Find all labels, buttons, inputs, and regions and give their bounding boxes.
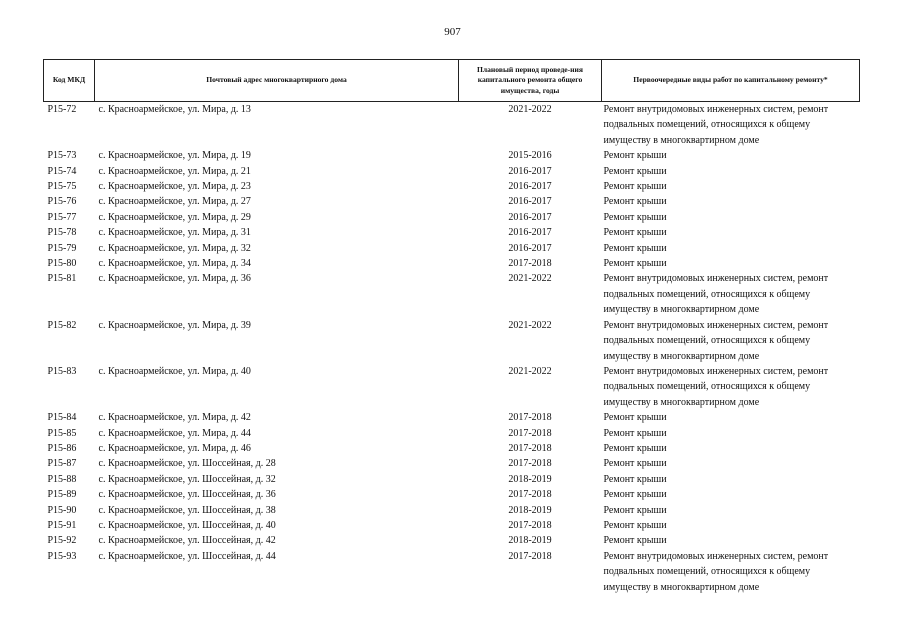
cell-address: с. Красноармейское, ул. Мира, д. 21 <box>98 165 251 177</box>
cell-works: Ремонт внутридомовых инженерных систем, ремонт подвальных помещений, относящихся к общему имуществу в многоквартирном доме <box>603 365 829 408</box>
cell-code: P15-90 <box>47 504 77 516</box>
cell-works: Ремонт крыши <box>603 211 667 223</box>
cell-period: 2017-2018 <box>508 427 552 439</box>
cell-address: с. Красноармейское, ул. Мира, д. 23 <box>98 181 251 193</box>
cell-period: 2017-2018 <box>508 489 552 501</box>
cell-works: Ремонт крыши <box>603 258 667 270</box>
cell-address: с. Красноармейское, ул. Мира, д. 13 <box>98 104 251 115</box>
cell-code: P15-78 <box>47 227 77 239</box>
cell-works: Ремонт крыши <box>603 242 667 254</box>
cell-code: P15-73 <box>47 150 77 162</box>
cell-period: 2021-2022 <box>508 319 552 331</box>
cell-works: Ремонт крыши <box>603 427 667 439</box>
cell-code: P15-85 <box>47 427 77 439</box>
cell-works: Ремонт крыши <box>603 535 667 547</box>
cell-period: 2016-2017 <box>508 211 552 223</box>
cell-works: Ремонт крыши <box>603 519 667 531</box>
cell-code: P15-80 <box>47 258 77 270</box>
cell-code: P15-77 <box>47 211 77 223</box>
cell-code: P15-76 <box>47 196 77 208</box>
cell-code: P15-88 <box>47 473 77 485</box>
cell-code: P15-75 <box>47 181 77 193</box>
cell-period: 2021-2022 <box>508 273 552 285</box>
table-row <box>44 210 860 225</box>
cell-code: P15-91 <box>47 519 77 531</box>
cell-period: 2017-2018 <box>508 519 552 531</box>
cell-period: 2016-2017 <box>508 196 552 208</box>
cell-works: Ремонт внутридомовых инженерных систем, ремонт подвальных помещений, относящихся к общему имуществу в многоквартирном доме <box>603 273 829 316</box>
cell-code: P15-87 <box>47 458 77 470</box>
table-row <box>44 518 860 533</box>
cell-works: Ремонт крыши <box>603 458 667 470</box>
table-row <box>44 318 860 364</box>
cell-code: P15-93 <box>47 550 77 562</box>
repair-schedule-table <box>43 59 860 595</box>
cell-code: P15-86 <box>47 442 77 454</box>
table-row <box>44 225 860 240</box>
cell-works: Ремонт крыши <box>603 442 667 454</box>
cell-address: с. Красноармейское, ул. Мира, д. 39 <box>98 319 251 331</box>
cell-period: 2017-2018 <box>508 442 552 454</box>
cell-address: с. Красноармейское, ул. Шоссейная, д. 40 <box>98 519 276 531</box>
table-row <box>44 271 860 317</box>
table-row <box>44 102 860 149</box>
cell-address: с. Красноармейское, ул. Мира, д. 27 <box>98 196 251 208</box>
cell-code: P15-84 <box>47 412 77 424</box>
cell-works: Ремонт крыши <box>603 181 667 193</box>
table-row <box>44 456 860 471</box>
table-row <box>44 426 860 441</box>
table-row <box>44 164 860 179</box>
cell-works: Ремонт крыши <box>603 473 667 485</box>
cell-address: с. Красноармейское, ул. Шоссейная, д. 36 <box>98 489 276 501</box>
cell-address: с. Красноармейское, ул. Мира, д. 40 <box>98 365 251 377</box>
cell-works: Ремонт внутридомовых инженерных систем, ремонт подвальных помещений, относящихся к общему имуществу в многоквартирном доме <box>603 550 829 593</box>
cell-address: с. Красноармейское, ул. Мира, д. 32 <box>98 242 251 254</box>
cell-code: P15-74 <box>47 165 77 177</box>
cell-period: 2018-2019 <box>508 473 552 485</box>
header-period: Плановый период проведе-ния капитального ремонта общего имущества, годы <box>459 60 602 102</box>
cell-period: 2018-2019 <box>508 535 552 547</box>
cell-address: с. Красноармейское, ул. Мира, д. 46 <box>98 442 251 454</box>
cell-code: P15-92 <box>47 535 77 547</box>
cell-period: 2021-2022 <box>508 104 552 115</box>
cell-works: Ремонт внутридомовых инженерных систем, ремонт подвальных помещений, относящихся к общему имуществу в многоквартирном доме <box>603 104 829 146</box>
cell-works: Ремонт крыши <box>603 150 667 162</box>
header-code: Код МКД <box>44 60 95 102</box>
cell-address: с. Красноармейское, ул. Мира, д. 19 <box>98 150 251 162</box>
cell-address: с. Красноармейское, ул. Шоссейная, д. 28 <box>98 458 276 470</box>
cell-period: 2016-2017 <box>508 165 552 177</box>
table-row <box>44 364 860 410</box>
cell-address: с. Красноармейское, ул. Шоссейная, д. 32 <box>98 473 276 485</box>
cell-code: P15-89 <box>47 489 77 501</box>
table-row <box>44 241 860 256</box>
cell-address: с. Красноармейское, ул. Мира, д. 42 <box>98 412 251 424</box>
cell-code: P15-72 <box>47 104 77 115</box>
cell-works: Ремонт внутридомовых инженерных систем, ремонт подвальных помещений, относящихся к общему имуществу в многоквартирном доме <box>603 319 829 362</box>
table-row <box>44 487 860 502</box>
cell-address: с. Красноармейское, ул. Шоссейная, д. 42 <box>98 535 276 547</box>
cell-period: 2017-2018 <box>508 550 552 562</box>
cell-period: 2016-2017 <box>508 242 552 254</box>
table-row <box>44 148 860 163</box>
cell-address: с. Красноармейское, ул. Мира, д. 29 <box>98 211 251 223</box>
cell-code: P15-81 <box>47 273 77 285</box>
cell-works: Ремонт крыши <box>603 196 667 208</box>
cell-code: P15-83 <box>47 365 77 377</box>
header-address: Почтовый адрес многоквартирного дома <box>95 60 459 102</box>
table-row <box>44 533 860 548</box>
cell-period: 2016-2017 <box>508 181 552 193</box>
cell-period: 2015-2016 <box>508 150 552 162</box>
table-row <box>44 179 860 194</box>
cell-address: с. Красноармейское, ул. Шоссейная, д. 38 <box>98 504 276 516</box>
cell-works: Ремонт крыши <box>603 489 667 501</box>
cell-address: с. Красноармейское, ул. Мира, д. 34 <box>98 258 251 270</box>
cell-code: P15-82 <box>47 319 77 331</box>
cell-period: 2021-2022 <box>508 365 552 377</box>
header-works: Первоочередные виды работ по капитальному ремонту* <box>602 60 860 102</box>
table-row <box>44 256 860 271</box>
cell-works: Ремонт крыши <box>603 165 667 177</box>
table-row <box>44 410 860 425</box>
table-row <box>44 441 860 456</box>
cell-address: с. Красноармейское, ул. Мира, д. 31 <box>98 227 251 239</box>
table-row <box>44 472 860 487</box>
page-number: 907 <box>444 26 461 38</box>
table-row <box>44 503 860 518</box>
table-row <box>44 549 860 595</box>
cell-period: 2018-2019 <box>508 504 552 516</box>
table-header <box>44 60 860 102</box>
cell-works: Ремонт крыши <box>603 227 667 239</box>
cell-address: с. Красноармейское, ул. Мира, д. 44 <box>98 427 251 439</box>
cell-period: 2017-2018 <box>508 458 552 470</box>
cell-address: с. Красноармейское, ул. Шоссейная, д. 44 <box>98 550 276 562</box>
cell-code: P15-79 <box>47 242 77 254</box>
cell-period: 2016-2017 <box>508 227 552 239</box>
table-row <box>44 194 860 209</box>
cell-period: 2017-2018 <box>508 412 552 424</box>
cell-works: Ремонт крыши <box>603 412 667 424</box>
cell-address: с. Красноармейское, ул. Мира, д. 36 <box>98 273 251 285</box>
cell-works: Ремонт крыши <box>603 504 667 516</box>
cell-period: 2017-2018 <box>508 258 552 270</box>
table-body <box>44 102 860 596</box>
